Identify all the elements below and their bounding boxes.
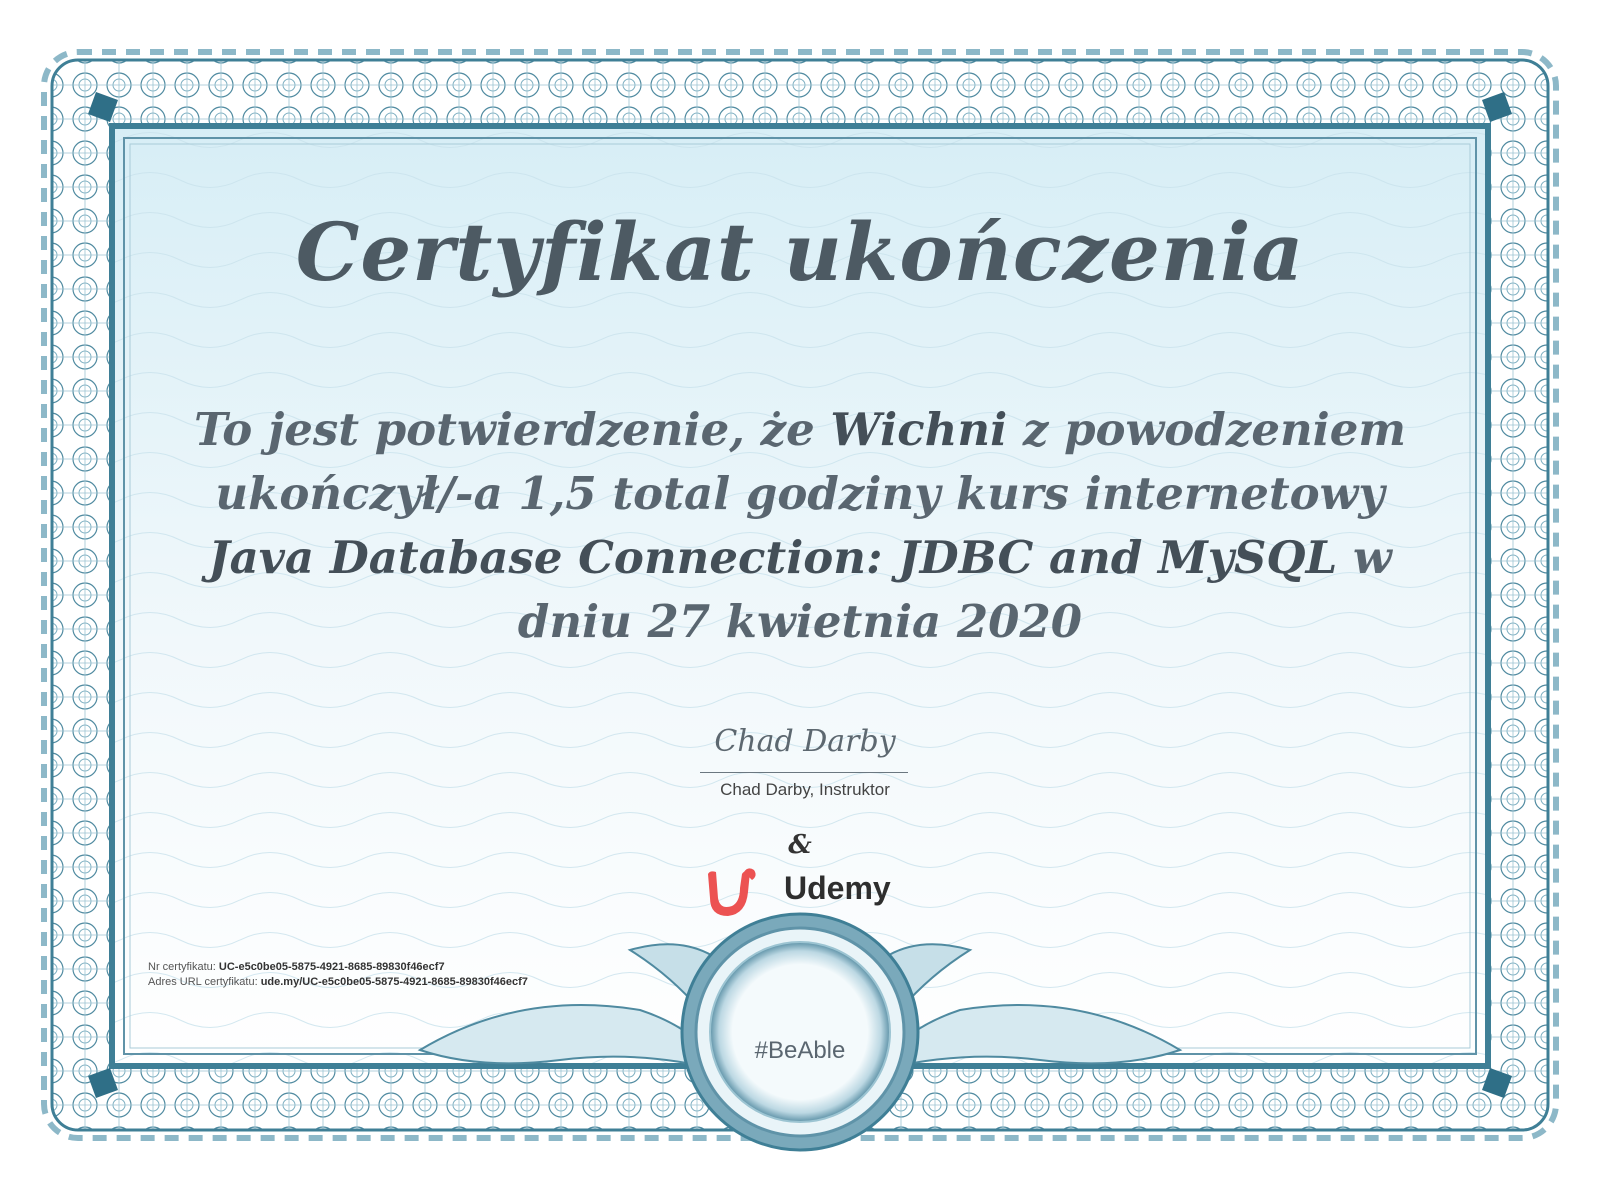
badge-label: #BeAble [754,1037,846,1064]
course-name: Java Database Connection: JDBC and MySQL [208,531,1338,584]
cert-url-row [148,975,528,990]
certificate-info [148,960,528,990]
cert-number-label: Nr certyfikatu: [148,961,219,973]
ampersand: & [788,830,812,860]
cert-number-row [148,960,528,975]
statement-prefix: To jest potwierdzenie, że [193,403,831,456]
certificate-title: Certyfikat ukończenia [295,205,1305,299]
certificate-statement [170,398,1430,654]
instructor-signature: Chad Darby [714,724,896,759]
student-name: Wichni [830,403,1008,456]
cert-url-label: Adres URL certyfikatu: [148,976,261,988]
badge-medallion [682,914,918,1150]
cert-url-link[interactable]: ude.my/UC-e5c0be05-5875-4921-8685-89830f46ecf7 [260,976,528,988]
statement-middle: z powodzeniem ukończył/-a 1,5 total godziny kurs internetowy [215,403,1407,520]
cert-number: UC-e5c0be05-5875-4921-8685-89830f46ecf7 [218,961,445,973]
udemy-wordmark: Udemy [784,870,891,906]
instructor-label: Chad Darby, Instruktor [720,780,890,799]
signature-line [700,772,908,773]
statement-suffix: w dniu 27 kwietnia 2020 [517,531,1392,648]
